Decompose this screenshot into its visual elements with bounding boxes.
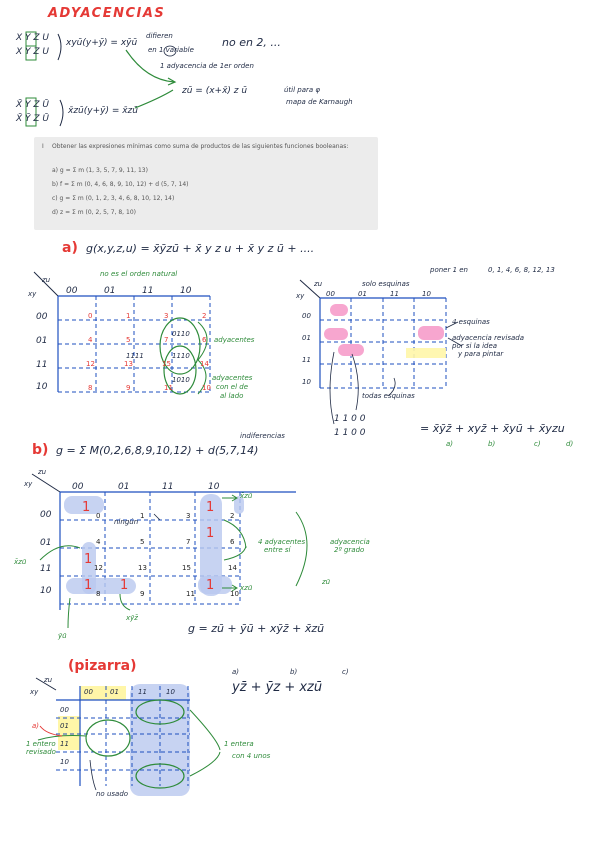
note-con-el-de: con el de: [216, 383, 249, 391]
kmap-a-cell: 3: [164, 312, 169, 320]
kmap-b-cell: 5: [140, 538, 145, 546]
note-adyac-2: entre sí: [264, 546, 291, 554]
kmap-a-cell: 5: [126, 336, 131, 344]
kmap-c-xy: xy: [30, 688, 39, 696]
kmap-a2-col-1: 01: [358, 290, 367, 298]
note-xyz: xȳz̄: [126, 614, 138, 622]
note-adyacentes-1: adyacentes: [214, 336, 255, 344]
note-xzu-left: x̄zū: [14, 558, 27, 566]
kmap-b-one: 1: [206, 526, 215, 541]
note-al-lado: al lado: [220, 392, 244, 400]
kmap-b-one: 1: [120, 578, 129, 593]
kmap-a2-row-3: 10: [302, 378, 311, 386]
kmap-c-grid: [36, 678, 220, 796]
note-xzu-top: x̄zū: [240, 492, 253, 500]
kmap-b-cell: 6: [230, 538, 235, 546]
kmap-a2-zu: zu: [314, 280, 323, 288]
kmap-a-cell: 9: [126, 384, 131, 392]
kmap-a-row-2: 11: [36, 360, 48, 370]
note-difieren: difieren: [146, 32, 173, 40]
kmap-b-cell: 11: [186, 590, 195, 598]
kmap-a-cell: 15: [162, 360, 171, 368]
kmap-c-col-2: 11: [138, 688, 147, 696]
kmap-b-one: 1: [84, 578, 93, 593]
kmap-b-one: 1: [84, 552, 93, 567]
section-b-result: g = zū + ȳū + xȳz̄ + x̄zū: [188, 622, 325, 635]
note-en-1-variable: en 1 variable: [148, 46, 194, 54]
kmap-a-label-0110: 0110: [172, 330, 190, 338]
section-c-result: yz̄ + ȳz + xzū: [232, 680, 323, 695]
bits-2: 1 1 0 0: [334, 428, 366, 438]
note-minterms: 0, 1, 4, 6, 8, 12, 13: [488, 266, 555, 274]
section-a-result: = x̄ȳz̄ + xyz̄ + x̄yū + x̄yzu: [420, 422, 565, 435]
kmap-a-col-1: 01: [104, 286, 116, 296]
kmap-c-note-entero: 1 entero: [26, 740, 56, 748]
exercise-box: [34, 137, 378, 230]
kmap-b-cell: 15: [182, 564, 191, 572]
kmap-a-cell: 2: [202, 312, 207, 320]
kmap-a-zu: zu: [42, 276, 51, 284]
vars-a-2: X Y Z U: [16, 47, 49, 57]
kmap-a-label-1010: 1010: [172, 376, 190, 384]
kmap-a-cell: 4: [88, 336, 93, 344]
kmap-b-col-2: 11: [162, 482, 174, 492]
note-xzu-bottom: xzū: [240, 584, 253, 592]
section-a-formula: g(x,y,z,u) = x̄ȳzū + x̄ y z u + x̄ y z ū + ....: [86, 242, 315, 255]
kmap-b-row-0: 00: [40, 510, 52, 520]
kmap-b-row-1: 01: [40, 538, 52, 548]
result-c-mark-b: b): [290, 668, 298, 676]
kmap-c-col-1: 01: [110, 688, 119, 696]
note-indiferencias: indiferencias: [240, 432, 285, 440]
note-adyac-1: 4 adyacentes: [258, 538, 306, 546]
kmap-b-cell: 2: [230, 512, 235, 520]
kmap-a-cell: 12: [86, 360, 95, 368]
note-mapa: mapa de Karnaugh: [286, 98, 353, 106]
kmap-a-cell: 6: [202, 336, 207, 344]
result-zu: zū = (x+x̄) z ū: [182, 86, 248, 96]
kmap-a2-col-2: 11: [390, 290, 399, 298]
kmap-c-col-3: 10: [166, 688, 175, 696]
result-mark-b: b): [488, 440, 496, 448]
kmap-a-cell: 7: [164, 336, 169, 344]
kmap-c-row-0: 00: [60, 706, 69, 714]
kmap-c-zu: zu: [44, 676, 53, 684]
note-poner-1: poner 1 en: [430, 266, 468, 274]
result-mark-a: a): [446, 440, 454, 448]
exercise-line-1: a) g = Σ m (1, 3, 5, 7, 9, 11, 13): [52, 167, 148, 174]
kmap-a2-grid: [300, 280, 462, 424]
note-esquinas: 4 esquinas: [452, 318, 490, 326]
kmap-a-cell: 14: [200, 360, 209, 368]
kmap-b-cell: 13: [138, 564, 147, 572]
kmap-b-cell: 14: [228, 564, 237, 572]
kmap-b-cell: 3: [186, 512, 191, 520]
result-c-mark-a: a): [232, 668, 240, 676]
kmap-a-cell: 1: [126, 312, 131, 320]
kmap-b-row-2: 11: [40, 564, 52, 574]
result-c-mark-c: c): [342, 668, 349, 676]
vars-a-1: X Y Z U: [16, 33, 49, 43]
kmap-b-cell: 7: [186, 538, 191, 546]
exercise-line-4: d) z = Σ m (0, 2, 5, 7, 8, 10): [52, 209, 136, 216]
note-1-adyacencia: 1 adyacencia de 1er orden: [160, 62, 254, 70]
section-b-formula: g = Σ M(0,2,6,8,9,10,12) + d(5,7,14): [56, 444, 259, 457]
kmap-b-zu: zu: [38, 468, 47, 476]
kmap-b-one: 1: [206, 578, 215, 593]
result-mark-d: d): [566, 440, 574, 448]
kmap-b-one: 1: [82, 500, 91, 515]
kmap-b-cell: 12: [94, 564, 103, 572]
note-por-en: por si la idea: [452, 342, 498, 350]
vars-b-1: X̄ Y Z Ū: [16, 100, 49, 110]
kmap-b-cell: 0: [96, 512, 101, 520]
kmap-a-row-0: 00: [36, 312, 48, 322]
note-orden: no es el orden natural: [100, 270, 178, 278]
kmap-c-note-unos: con 4 unos: [232, 752, 271, 760]
kmap-a-label-1110: 1110: [172, 352, 190, 360]
section-c-label: (pizarra): [68, 658, 137, 674]
kmap-c-note-no-usado: no usado: [96, 790, 129, 798]
kmap-a2-row-1: 01: [302, 334, 311, 342]
kmap-a-cell: 11: [164, 384, 173, 392]
kmap-c-row-3: 10: [60, 758, 69, 766]
kmap-c-col-0: 00: [84, 688, 93, 696]
note-adyacentes-2: adyacentes: [212, 374, 253, 382]
expr-a: xyū(y+ȳ) = xȳū: [66, 38, 138, 48]
kmap-a-row-3: 10: [36, 382, 48, 392]
exercise-line-3: c) g = Σ m (0, 1, 2, 3, 4, 6, 8, 10, 12, 14): [52, 195, 175, 202]
kmap-a-cell: 13: [124, 360, 133, 368]
kmap-c-row-1: 01: [60, 722, 69, 730]
kmap-a2-col-3: 10: [422, 290, 431, 298]
kmap-a-xy: xy: [28, 290, 37, 298]
section-b-label: b): [32, 442, 49, 458]
exercise-bullet: I: [42, 143, 44, 150]
kmap-b-cell: 8: [96, 590, 101, 598]
kmap-b-col-1: 01: [118, 482, 130, 492]
note-adyac-3: adyacencia: [330, 538, 370, 546]
kmap-a2-row-0: 00: [302, 312, 311, 320]
bits-1: 1 1 0 0: [334, 414, 366, 424]
note-para-pinta: y para pintar: [458, 350, 504, 358]
kmap-c-row-2: 11: [60, 740, 69, 748]
kmap-a2-col-0: 00: [326, 290, 335, 298]
note-adyac-mitad: adyacencia revisada: [452, 334, 525, 342]
kmap-a-col-2: 11: [142, 286, 154, 296]
expr-b: x̄zū(y+ȳ) = x̄zū: [68, 106, 138, 116]
kmap-a-cell: 8: [88, 384, 93, 392]
kmap-b-one: 1: [206, 500, 215, 515]
result-mark-c: c): [534, 440, 541, 448]
kmap-c-note-entera: 1 entera: [224, 740, 254, 748]
kmap-b-col-3: 10: [208, 482, 220, 492]
kmap-c-note-a: a): [32, 722, 40, 730]
note-solo-esquinas: solo esquinas: [362, 280, 410, 288]
kmap-b-cell: 10: [230, 590, 239, 598]
note-ningun: ningún: [114, 518, 139, 526]
kmap-b-cell: 9: [140, 590, 145, 598]
kmap-b-col-0: 00: [72, 482, 84, 492]
note-yu: ȳū: [58, 632, 67, 640]
kmap-a2-xy: xy: [296, 292, 305, 300]
note-todas-esquinas: todas esquinas: [362, 392, 415, 400]
exercise-line-0: Obtener las expresiones mínimas como suma de productos de las siguientes funciones booleanas:: [52, 143, 349, 150]
kmap-a2-row-2: 11: [302, 356, 311, 364]
vars-b-2: X̄ Ȳ Z Ū: [16, 114, 49, 124]
kmap-c-note-revisado: revisado: [26, 748, 56, 756]
note-no-en-2: no en 2, ...: [222, 36, 281, 49]
kmap-b-xy: xy: [24, 480, 33, 488]
section-a-label: a): [62, 240, 78, 256]
kmap-b-cell: 1: [140, 512, 145, 520]
kmap-a-col-3: 10: [180, 286, 192, 296]
note-adyac-4: 2º grado: [334, 546, 365, 554]
kmap-a-cell: 10: [202, 384, 211, 392]
note-util: útil para φ: [284, 86, 321, 94]
exercise-line-2: b) f = Σ m (0, 4, 6, 8, 9, 10, 12) + d (5, 7, 14): [52, 181, 189, 188]
note-zu: zū: [322, 578, 331, 586]
kmap-a-col-0: 00: [66, 286, 78, 296]
kmap-a-label-1111: 1111: [126, 352, 144, 360]
kmap-b-cell: 4: [96, 538, 101, 546]
kmap-b-row-3: 10: [40, 586, 52, 596]
kmap-a-cell: 0: [88, 312, 93, 320]
kmap-a-row-1: 01: [36, 336, 48, 346]
page-title: ADYACENCIAS: [48, 6, 166, 21]
